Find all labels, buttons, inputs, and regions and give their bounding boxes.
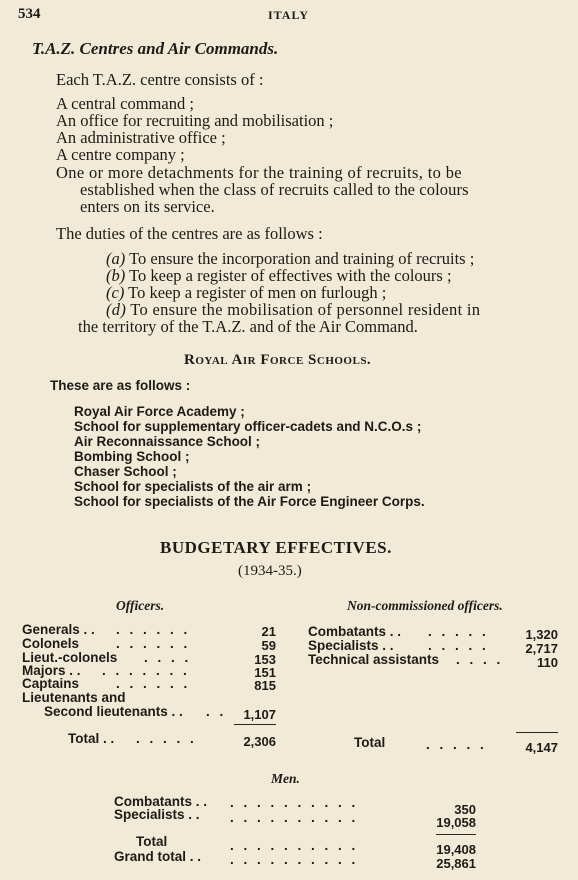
nco-heading: Non-commissioned officers. — [347, 598, 503, 613]
officers-heading: Officers. — [116, 598, 165, 613]
nco-row-label: Combatants . . — [308, 624, 402, 639]
leader-dots: . . . . . . — [116, 636, 191, 651]
officers-row-value: 815 — [254, 678, 276, 693]
leader-dots: . . — [206, 704, 227, 719]
leader-dots: . . . . . — [136, 731, 197, 746]
centre-item: established when the class of recruits called to the colours — [80, 180, 469, 199]
leader-dots: . . . . . . . . . . — [230, 795, 359, 810]
men-row-label: Combatants . . — [114, 794, 208, 809]
leader-dots: . . . . . — [426, 737, 487, 752]
budget-years: (1934-35.) — [238, 563, 302, 579]
nco-row-label: Technical assistants — [308, 652, 440, 667]
men-row-value: 19,058 — [436, 815, 476, 830]
officers-row-label: Second lieutenants . . — [44, 704, 183, 719]
men-grand-total-value: 25,861 — [436, 856, 476, 871]
men-total-value: 19,408 — [436, 842, 476, 857]
leader-dots: . . . . . . . — [102, 663, 190, 678]
men-grand-total-label: Grand total . . — [114, 849, 202, 864]
duty-item — [106, 267, 452, 284]
officers-row-label: Colonels — [22, 636, 80, 651]
leader-dots: . . . . — [456, 652, 504, 667]
budget-heading: BUDGETARY EFFECTIVES. — [160, 538, 392, 557]
centre-item: One or more detachments for the training of recruits, to be — [56, 163, 462, 182]
duty-item — [106, 301, 480, 318]
men-total-label: Total — [136, 834, 168, 849]
centre-intro: Each T.A.Z. centre consists of : — [56, 70, 264, 89]
nco-row-value: 110 — [537, 655, 558, 670]
duty-item — [106, 250, 474, 267]
men-row-label: Specialists . . — [114, 807, 200, 822]
schools-heading: Royal Air Force Schools. — [184, 352, 372, 368]
school-item: School for supplementary officer-cadets and N.C.O.s ; — [74, 419, 422, 434]
officers-row-value: 59 — [261, 638, 276, 653]
duty-letter: (d) — [106, 300, 127, 319]
leader-dots: . . . . . . . . . . — [230, 810, 359, 825]
leader-dots: . . . . . — [428, 624, 489, 639]
officers-row-label: Generals . . — [22, 622, 95, 637]
officers-total-label: Total . . — [68, 731, 115, 746]
men-heading: Men. — [271, 771, 300, 786]
nco-row-label: Specialists . . — [308, 638, 394, 653]
section-heading: T.A.Z. Centres and Air Commands. — [32, 39, 279, 58]
duty-letter: (b) — [106, 266, 126, 285]
leader-dots: . . . . . . — [116, 676, 191, 691]
total-rule — [234, 724, 276, 725]
duty-text: To ensure the mobilisation of personnel resident in — [130, 300, 481, 319]
leader-dots: . . . . . . . . . . — [230, 838, 359, 853]
officers-row-value: 1,107 — [243, 707, 276, 722]
school-item: School for specialists of the air arm ; — [74, 479, 312, 494]
centre-item: A central command ; — [56, 94, 194, 113]
running-head: ITALY — [268, 8, 310, 22]
page-number: 534 — [18, 6, 41, 22]
nco-total-label: Total — [354, 735, 386, 750]
officers-row-value: 153 — [254, 652, 276, 667]
total-rule — [516, 732, 558, 733]
officers-row-label: Lieutenants and — [22, 690, 126, 705]
leader-dots: . . . . . — [428, 638, 489, 653]
officers-row-value: 21 — [261, 624, 276, 639]
duty-letter: (a) — [106, 249, 126, 268]
duty-text: To keep a register of men on furlough ; — [128, 283, 387, 302]
men-row-value: 350 — [454, 802, 476, 817]
school-item: Chaser School ; — [74, 464, 177, 479]
school-item: Royal Air Force Academy ; — [74, 404, 245, 419]
duties-intro: The duties of the centres are as follows : — [56, 224, 323, 243]
officers-row-label: Lieut.-colonels — [22, 650, 118, 665]
duty-letter: (c) — [106, 283, 125, 302]
centre-item: An office for recruiting and mobilisation ; — [56, 111, 334, 130]
schools-intro: These are as follows : — [50, 378, 191, 393]
centre-item: An administrative office ; — [56, 128, 226, 147]
leader-dots: . . . . — [144, 650, 192, 665]
officers-row-value: 151 — [254, 665, 276, 680]
total-rule — [436, 834, 476, 835]
nco-total-value: 4,147 — [525, 740, 558, 755]
centre-item: A centre company ; — [56, 145, 185, 164]
nco-row-value: 2,717 — [525, 641, 558, 656]
duty-text: To ensure the incorporation and training of recruits ; — [129, 249, 475, 268]
nco-row-value: 1,320 — [525, 627, 558, 642]
officers-total-value: 2,306 — [243, 734, 276, 749]
school-item: School for specialists of the Air Force Engineer Corps. — [74, 494, 425, 509]
duty-text: To keep a register of effectives with the colours ; — [129, 266, 452, 285]
centre-item: enters on its service. — [80, 197, 215, 216]
leader-dots: . . . . . . . . . . — [230, 852, 359, 867]
school-item: Bombing School ; — [74, 449, 190, 464]
school-item: Air Reconnaissance School ; — [74, 434, 261, 449]
duty-item — [106, 284, 386, 301]
leader-dots: . . . . . . — [116, 622, 191, 637]
officers-row-label: Majors . . — [22, 663, 81, 678]
duty-continuation: the territory of the T.A.Z. and of the Air Command. — [78, 317, 418, 336]
officers-row-label: Captains — [22, 676, 80, 691]
